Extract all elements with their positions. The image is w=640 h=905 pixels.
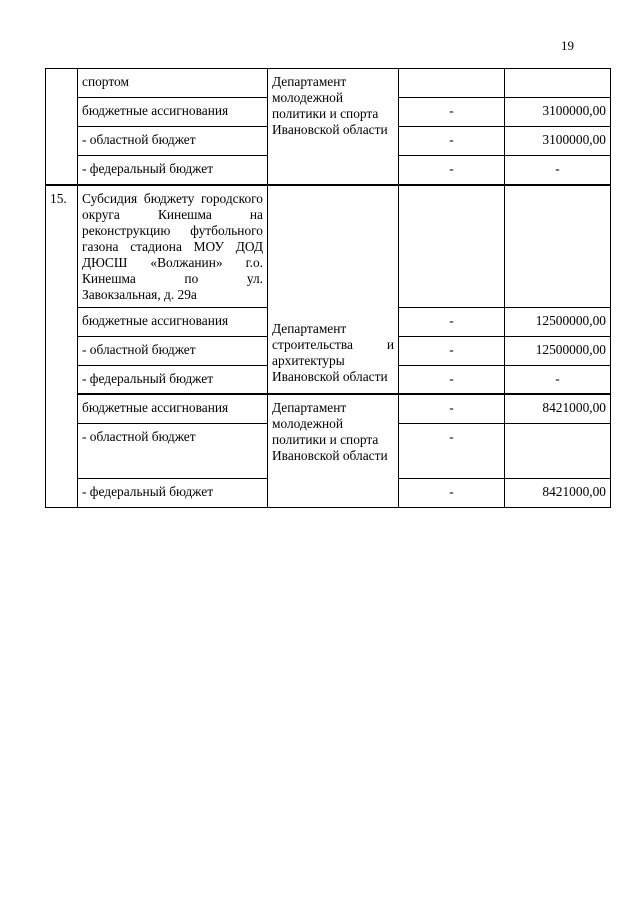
executor-name: Департамент молодежной политики и спорта Ивановской области [272, 400, 388, 463]
value-cell-year2: 12500000,00 [505, 307, 611, 336]
measure-name-last-line: Завокзальная, д. 29а [82, 286, 197, 302]
value-cell-year1: - [399, 336, 505, 365]
value-cell-year1: - [399, 307, 505, 336]
value-cell-year2: 12500000,00 [505, 336, 611, 365]
table-row [46, 394, 611, 423]
page-number: 19 [561, 38, 574, 53]
row-label: - областной бюджет [78, 127, 268, 156]
executor-cell [268, 394, 399, 507]
row-label: - федеральный бюджет [78, 365, 268, 394]
measure-name-cell [78, 185, 268, 308]
value-cell-year1: - [399, 394, 505, 423]
budget-table [45, 68, 611, 508]
value-cell-year1 [399, 69, 505, 98]
value-cell-year2: 8421000,00 [505, 394, 611, 423]
row-label: - федеральный бюджет [78, 478, 268, 507]
row-label: бюджетные ассигнования [78, 98, 268, 127]
measure-name: Субсидия бюджету городского округа Кинешма на реконструкцию футбольного газона стадиона МОУ ДОД ДЮСШ «Волжанин» г.о. Кинешма по ул. [82, 190, 263, 286]
value-cell-year1: - [399, 423, 505, 478]
value-cell-year2: - [505, 156, 611, 185]
measure-name-cell: спортом [78, 69, 268, 98]
table-row [46, 69, 611, 98]
value-cell-year2: - [505, 365, 611, 394]
row-label: бюджетные ассигнования [78, 394, 268, 423]
value-cell-year1: - [399, 98, 505, 127]
executor-cell [268, 185, 399, 395]
value-cell-year2: 8421000,00 [505, 478, 611, 507]
row-label: - областной бюджет [78, 336, 268, 365]
row-number-cell [46, 69, 78, 185]
executor-name: Департамент строительства и архитектуры Ивановской области [272, 321, 394, 384]
value-cell-year1: - [399, 156, 505, 185]
value-cell-year2 [505, 423, 611, 478]
row-label: бюджетные ассигнования [78, 307, 268, 336]
value-cell-year1 [399, 185, 505, 308]
row-label: - областной бюджет [78, 423, 268, 478]
executor-cell [268, 69, 399, 185]
value-cell-year2 [505, 185, 611, 308]
value-cell-year2: 3100000,00 [505, 127, 611, 156]
value-cell-year1: - [399, 365, 505, 394]
value-cell-year2 [505, 69, 611, 98]
table-row [46, 185, 611, 308]
value-cell-year1: - [399, 127, 505, 156]
value-cell-year1: - [399, 478, 505, 507]
value-cell-year2: 3100000,00 [505, 98, 611, 127]
row-number-cell: 15. [46, 185, 78, 508]
executor-name: Департамент молодежной политики и спорта Ивановской области [272, 74, 388, 137]
row-label: - федеральный бюджет [78, 156, 268, 185]
